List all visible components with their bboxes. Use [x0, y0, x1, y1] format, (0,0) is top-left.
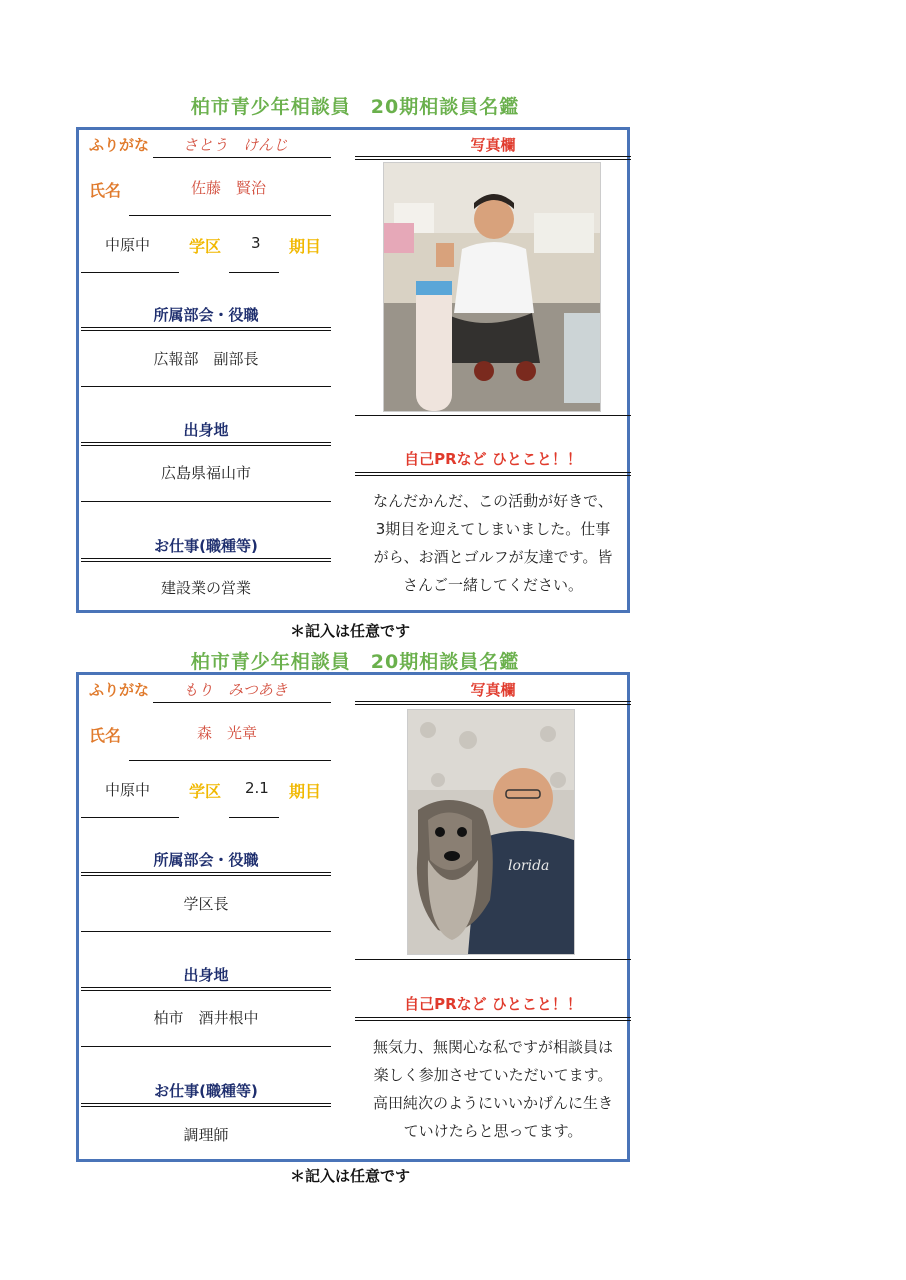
divider [229, 272, 279, 273]
photo-image [408, 710, 574, 954]
divider [355, 959, 631, 960]
divider [81, 987, 331, 991]
optional-note: ＊記入は任意です [290, 1167, 411, 1185]
divider [355, 1017, 631, 1021]
name-label: 氏名 [89, 181, 122, 200]
divider [355, 156, 631, 160]
profile-card [76, 127, 630, 613]
divider [81, 931, 331, 932]
affiliation-value: 広報部 副部長 [153, 350, 259, 368]
pr-line: 楽しく参加させていただいてます。 [373, 1066, 613, 1084]
term-value: 3 [251, 234, 261, 252]
gakku-label: 学区 [189, 782, 222, 801]
optional-note: ＊記入は任意です [290, 622, 411, 640]
pr-label: 自己PRなど ひとこと！！ [404, 450, 582, 468]
name-label: 氏名 [89, 726, 122, 745]
svg-text:lorida: lorida [508, 858, 550, 874]
job-value: 調理師 [183, 1126, 229, 1144]
divider [129, 215, 331, 216]
divider [355, 472, 631, 476]
profile-photo [407, 709, 575, 955]
hometown-label: 出身地 [183, 966, 229, 984]
pr-line: 無気力、無関心な私ですが相談員は [372, 1038, 613, 1056]
divider [81, 272, 179, 273]
divider [355, 701, 631, 705]
pr-text [359, 487, 627, 599]
furigana-value: もり みつあき [183, 681, 288, 699]
divider [153, 702, 331, 703]
profile-photo [383, 162, 601, 412]
affiliation-label: 所属部会・役職 [153, 306, 259, 324]
photo-label: 写真欄 [470, 136, 516, 154]
kime-label: 期目 [289, 237, 322, 256]
hometown-value: 柏市 酒井根中 [153, 1009, 259, 1027]
divider [81, 817, 179, 818]
card-title: 柏市青少年相談員 20期相談員名鑑 [190, 651, 520, 673]
affiliation-label: 所属部会・役職 [153, 851, 259, 869]
divider [153, 157, 331, 158]
gakku-label: 学区 [189, 237, 222, 256]
divider [81, 1103, 331, 1107]
affiliation-value: 学区長 [183, 895, 229, 913]
divider [81, 558, 331, 562]
school-value: 中原中 [105, 781, 151, 799]
divider [81, 1046, 331, 1047]
name-value: 森 光章 [197, 724, 258, 742]
furigana-label: ふりがな [89, 136, 150, 154]
hometown-label: 出身地 [183, 421, 229, 439]
school-value: 中原中 [105, 236, 151, 254]
photo-image [384, 163, 600, 411]
term-value: 2.1 [245, 779, 269, 797]
divider [81, 327, 331, 331]
job-label: お仕事(職種等) [154, 1082, 258, 1100]
divider [129, 760, 331, 761]
divider [81, 442, 331, 446]
photo-label: 写真欄 [470, 681, 516, 699]
pr-line: ていけたらと思ってます。 [403, 1122, 583, 1140]
furigana-value: さとう けんじ [183, 136, 289, 154]
pr-label: 自己PRなど ひとこと！！ [404, 995, 582, 1013]
divider [81, 501, 331, 502]
divider [355, 415, 631, 416]
divider [81, 872, 331, 876]
job-label: お仕事(職種等) [154, 537, 258, 555]
pr-line: がら、お酒とゴルフが友達です。皆 [373, 548, 613, 566]
pr-line: 3期目を迎えてしまいました。仕事 [375, 520, 611, 538]
kime-label: 期目 [289, 782, 322, 801]
hometown-value: 広島県福山市 [160, 464, 251, 482]
name-value: 佐藤 賢治 [191, 179, 267, 197]
card-title: 柏市青少年相談員 20期相談員名鑑 [190, 96, 520, 118]
pr-line: なんだかんだ、この活動が好きで、 [373, 492, 613, 510]
divider [229, 817, 279, 818]
pr-text [359, 1033, 627, 1145]
job-value: 建設業の営業 [160, 579, 251, 597]
furigana-label: ふりがな [89, 681, 150, 699]
divider [81, 386, 331, 387]
pr-line: 高田純次のようにいいかげんに生き [372, 1094, 613, 1112]
profile-card [76, 672, 630, 1162]
pr-line: さんご一緒してください。 [402, 576, 583, 594]
